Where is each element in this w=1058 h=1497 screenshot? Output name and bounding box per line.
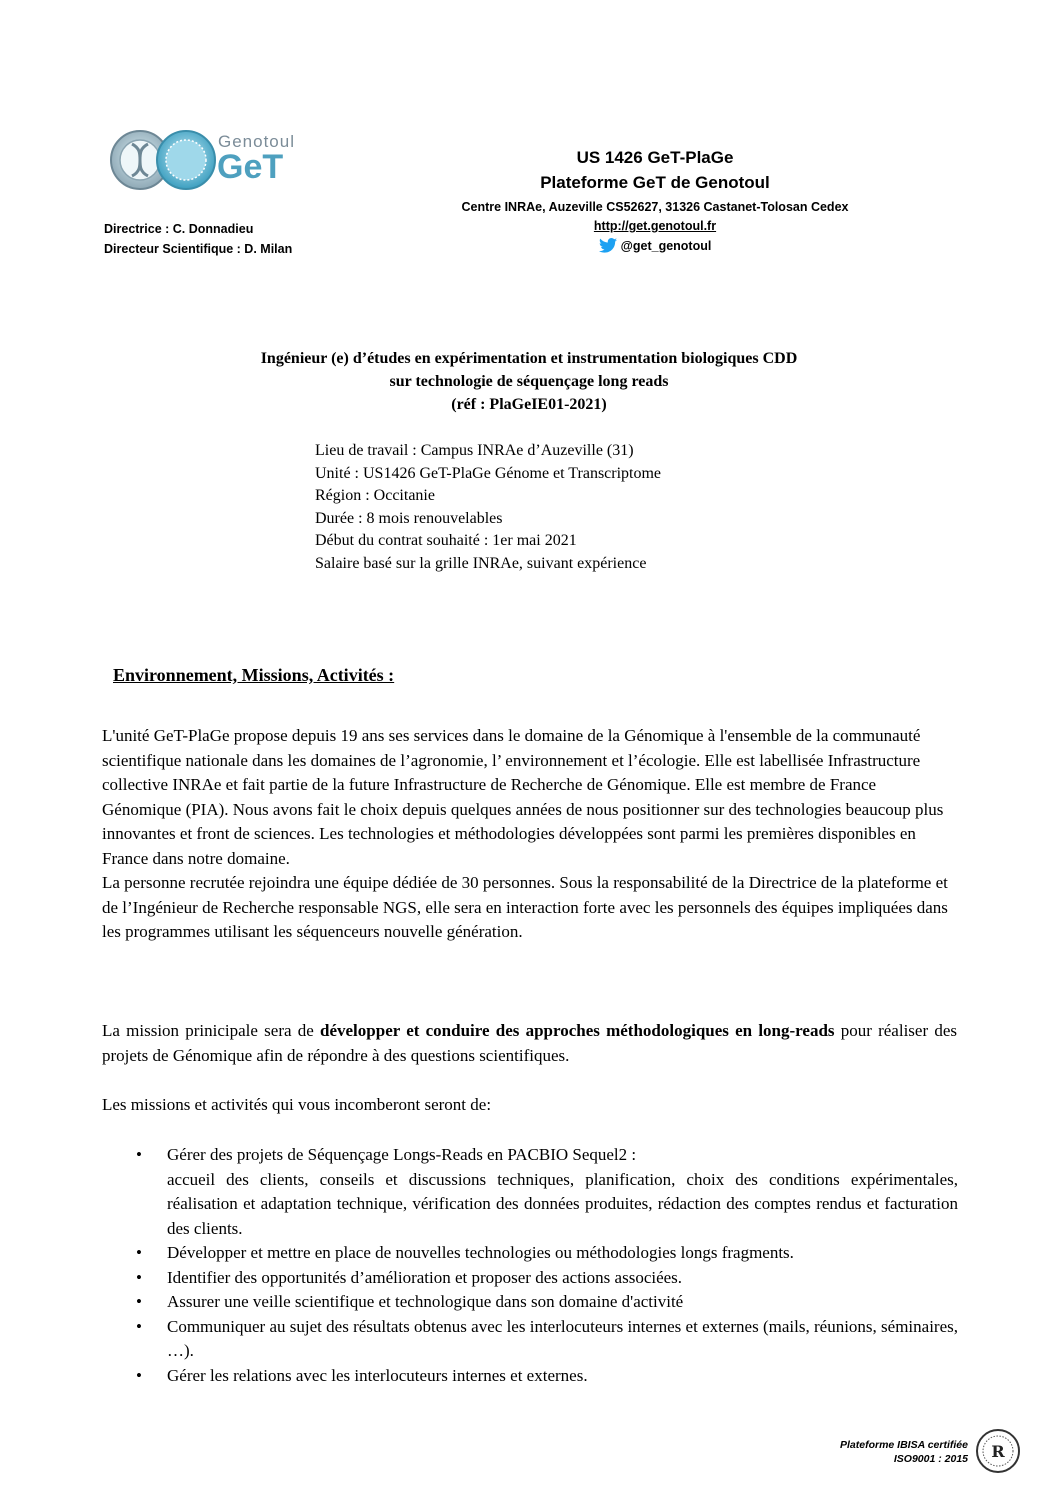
list-item-detail: accueil des clients, conseils et discussions techniques, planification, choix des conditions expérimentales, réalisation et adaptation technique, vérification des données produites, rédaction des comptes rendus et facturation des clients. [167,1169,958,1238]
list-item-title: Assurer une veille scientifique et technologique dans son domaine d'activité [167,1292,684,1311]
list-item [136,1241,958,1266]
certification-line-1: Plateforme IBISA certifiée [840,1439,968,1451]
list-item [136,1143,958,1241]
list-item-title: Gérer des projets de Séquençage Longs-Reads en PACBIO Sequel2 : [167,1145,637,1164]
twitter-bird-icon [599,238,617,253]
seal-letter: R [991,1442,1005,1461]
info-salaire: Salaire basé sur la grille INRAe, suivant expérience [315,554,647,572]
list-item-title: Développer et mettre en place de nouvelles technologies ou méthodologies longs fragments. [167,1243,794,1262]
list-item-title: Communiquer au sujet des résultats obtenus avec les interlocuteurs internes et externes (mails, réunions, séminaires, …). [167,1316,958,1360]
paragraph-team: La personne recrutée rejoindra une équipe dédiée de 30 personnes. Sous la responsabilité de la Directrice de la plateforme et de l’Ingénieur de Recherche responsable NGS, elle sera en interaction forte avec les personnels des équipes impliquées dans les programmes utilisant les séquenceurs nouvelle génération. [102,873,948,941]
quality-seal-icon [975,1428,1021,1474]
address: Centre INRAe, Auzeville CS52627, 31326 Castanet-Tolosan Cedex [461,200,849,214]
missions-intro: Les missions et activités qui vous incomberont seront de: [102,1095,492,1114]
info-duree: Durée : 8 mois renouvelables [315,509,503,527]
mission-paragraph [102,1019,957,1068]
info-debut: Début du contrat souhaité : 1er mai 2021 [315,532,577,549]
missions-list [136,1143,958,1388]
unit-title: US 1426 GeT-PlaGe [576,148,734,167]
body-paragraphs [102,724,957,945]
section-heading: Environnement, Missions, Activités : [113,665,395,685]
certification-line-2: ISO9001 : 2015 [893,1453,968,1465]
info-lieu: Lieu de travail : Campus INRAe d’Auzeville (31) [315,442,634,459]
bullet-icon: • [136,1365,142,1385]
list-item [136,1290,958,1315]
info-unite: Unité : US1426 GeT-PlaGe Génome et Transcriptome [315,464,662,482]
bullet-icon: • [136,1145,142,1164]
list-item [136,1364,958,1389]
directors-block [104,219,292,259]
bullet-icon: • [136,1267,142,1287]
twitter-handle[interactable] [430,238,880,253]
twitter-handle-text: @get_genotoul [620,238,712,253]
scientific-director-line: Directeur Scientifique : D. Milan [104,242,293,256]
paragraph-intro: L'unité GeT-PlaGe propose depuis 19 ans ses services dans le domaine de la Génomique à l'ensemble de la communauté scientifique nationale dans les domaines de l’agronomie, l’ environnement et l’écologie. Elle est labellisée Infrastructure collective INRAe et fait partie de la future Infrastructure de Recherche de Génomique. Elle est membre de France Génomique (PIA). Nous avons fait le choix depuis quelques années de nous positionner sur des technologies beaucoup plus innovantes et front de sciences. Les technologies et méthodologies développées sont parmi les premières disponibles en France dans notre domaine. [102,726,944,868]
job-title-line-2: sur technologie de séquençage long reads [389,373,669,390]
logo-wordmark-genotoul: Genotoul [218,132,295,151]
list-item-title: Gérer les relations avec les interlocuteurs internes et externes. [167,1365,588,1385]
info-region: Région : Occitanie [315,487,435,504]
mission-suffix: pour réaliser des projets de Génomique afin de répondre à des questions scientifiques. [102,1021,958,1065]
bullet-icon: • [136,1292,142,1311]
job-title-line-1: Ingénieur (e) d’études en expérimentation et instrumentation biologiques CDD [260,350,798,367]
bullet-icon: • [136,1243,142,1262]
mission-prefix: La mission prinicipale sera de [102,1021,321,1040]
director-line: Directrice : C. Donnadieu [104,222,254,236]
website-link[interactable]: http://get.genotoul.fr [593,219,717,233]
logo-wordmark-get: GeT [217,148,284,186]
list-item [136,1266,958,1291]
job-reference: (réf : PlaGeIE01-2021) [451,396,607,413]
list-item-title: Identifier des opportunités d’amélioration et proposer des actions associées. [167,1267,683,1287]
certification-footer [780,1438,968,1466]
platform-title: Plateforme GeT de Genotoul [540,173,770,192]
list-item [136,1315,958,1364]
mission-bold: développer et conduire des approches méthodologiques en long-reads [320,1021,835,1040]
job-info-block [315,440,661,575]
bullet-icon: • [136,1316,142,1336]
